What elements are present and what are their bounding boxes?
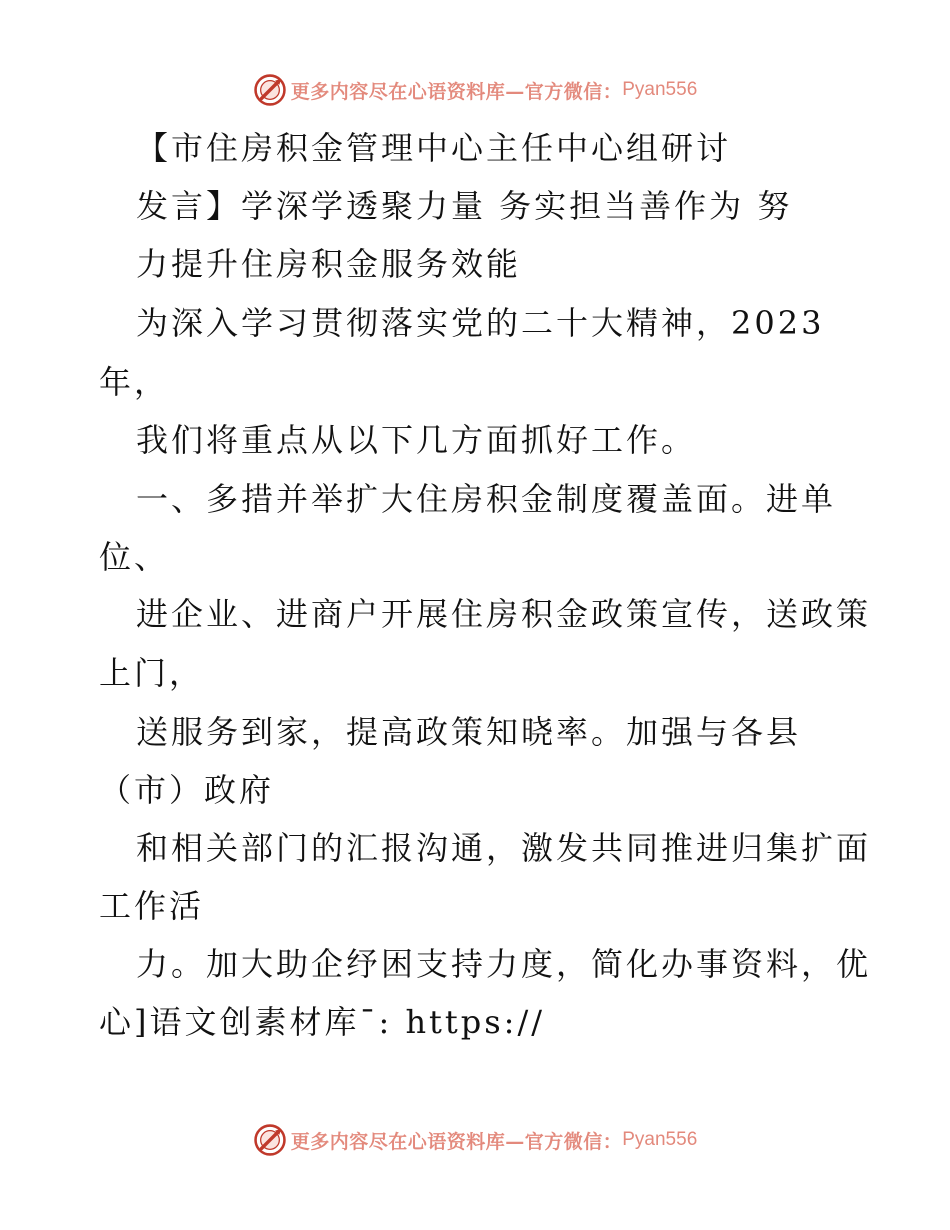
banner-text: 更多内容尽在心语资料库—官方微信： [290, 80, 623, 103]
wechat-id: Pyan556 [622, 1129, 698, 1150]
document-line: 进企业、进商户开展住房积金政策宣传，送政策 [136, 595, 872, 633]
document-line: 力。加大助企纾困支持力度，简化办事资料，优 [136, 945, 872, 983]
document-line: 送服务到家，提高政策知晓率。加强与各县 [136, 713, 802, 751]
document-line: 和相关部门的汇报沟通，激发共同推进归集扩面 [136, 829, 872, 867]
document-line: （市）政府 [99, 771, 275, 809]
footer-banner [0, 1120, 950, 1160]
header-banner [0, 70, 950, 110]
banner-text: 更多内容尽在心语资料库—官方微信： [290, 1130, 623, 1153]
document-line: 位、 [99, 538, 170, 576]
document-line: 心]语文创素材库¯: https:// [99, 1003, 546, 1041]
logo-icon [253, 73, 287, 107]
document-line: 年， [99, 363, 170, 401]
document-line: 工作活 [99, 887, 205, 925]
document-line: 一、多措并举扩大住房积金制度覆盖面。进单 [136, 480, 837, 518]
document-line: 上门， [99, 654, 205, 692]
document-line: 发言】学深学透聚力量 务实担当善作为 努 [136, 187, 793, 225]
document-line: 【市住房积金管理中心主任中心组研讨 [136, 129, 732, 167]
document-line: 我们将重点从以下几方面抓好工作。 [136, 421, 697, 459]
logo-icon [253, 1123, 287, 1157]
document-line: 力提升住房积金服务效能 [136, 245, 522, 283]
document-line: 为深入学习贯彻落实党的二十大精神，2023 [136, 304, 825, 342]
wechat-id: Pyan556 [622, 79, 698, 100]
